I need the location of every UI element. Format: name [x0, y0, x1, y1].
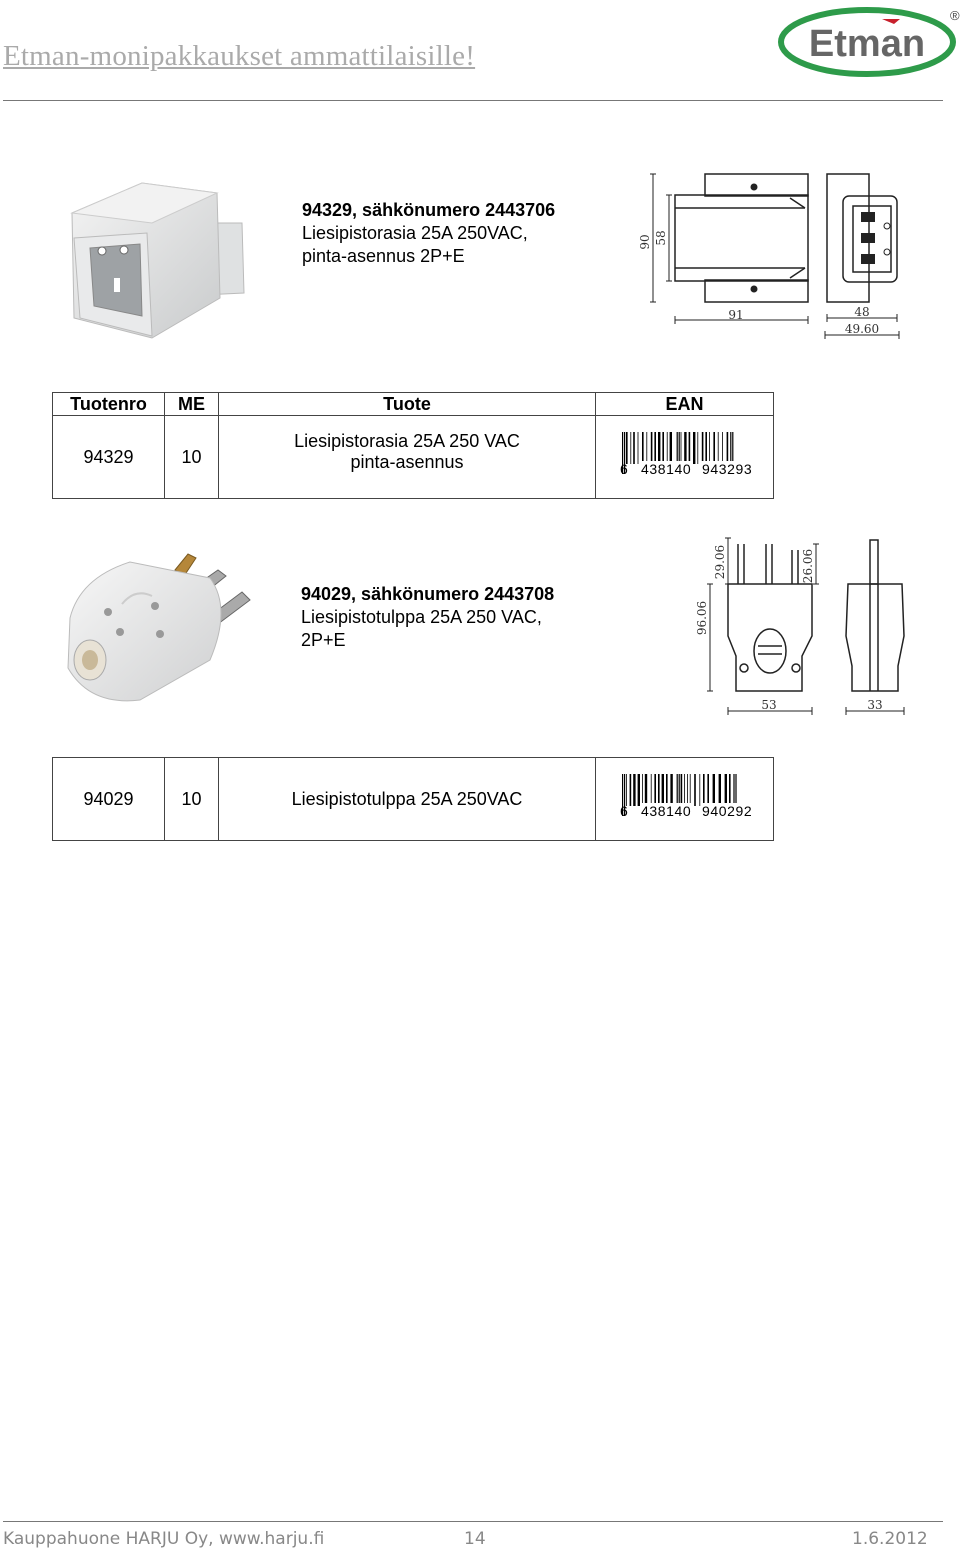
product-2-heading: 94029, sähkönumero 2443708	[301, 584, 555, 604]
dim-pin-short: 26.06	[801, 548, 815, 584]
footer-divider	[3, 1521, 943, 1522]
ean-digits-left: 438140	[641, 461, 692, 477]
dim-plug-depth: 33	[867, 698, 883, 712]
footer-date: 1.6.2012	[852, 1529, 928, 1549]
cell-me: 10	[165, 758, 219, 841]
cell-ean	[596, 758, 774, 841]
dim-plug-height: 96.06	[695, 600, 709, 636]
product-1-line3: pinta-asennus 2P+E	[302, 246, 465, 266]
footer-page-number: 14	[464, 1529, 486, 1549]
col-header-me: ME	[165, 393, 219, 416]
etman-logo	[778, 2, 960, 85]
ean-digit-1: 6	[620, 461, 628, 477]
col-header-tuotenro: Tuotenro	[53, 393, 165, 416]
cell-tuote-line1: Liesipistorasia 25A 250 VAC	[294, 431, 520, 451]
socket-product-photo	[52, 178, 257, 353]
ean-barcode	[608, 774, 758, 824]
dim-width: 91	[728, 308, 744, 322]
ean-digit-1: 6	[620, 803, 628, 819]
product-1-description	[302, 199, 555, 268]
registered-mark: ®	[950, 8, 960, 23]
product-2-table	[52, 757, 774, 841]
ean-digits-right: 940292	[702, 803, 753, 819]
ean-digits-right: 943293	[702, 461, 753, 477]
product-1-line2: Liesipistorasia 25A 250VAC,	[302, 223, 528, 243]
cell-tuotenro: 94329	[53, 416, 165, 499]
product-1-table	[52, 392, 774, 499]
cell-ean	[596, 416, 774, 499]
dim-depth-outer: 49.60	[844, 322, 880, 336]
cell-tuote: Liesipistotulppa 25A 250VAC	[219, 758, 596, 841]
cell-tuote	[219, 416, 596, 499]
dim-pin-long: 29.06	[713, 544, 727, 580]
header-divider	[3, 100, 943, 101]
cell-tuotenro: 94029	[53, 758, 165, 841]
col-header-tuote: Tuote	[219, 393, 596, 416]
footer-company: Kauppahuone HARJU Oy, www.harju.fi	[3, 1529, 325, 1549]
dim-plug-width: 53	[761, 698, 777, 712]
cell-tuote-line2: pinta-asennus	[350, 452, 464, 472]
plug-dimension-drawing	[692, 536, 917, 723]
socket-dimension-drawing	[635, 168, 905, 348]
ean-digits-left: 438140	[641, 803, 692, 819]
dim-depth-inner: 48	[854, 305, 870, 319]
dim-height-outer: 90	[638, 234, 652, 250]
ean-barcode	[608, 432, 758, 482]
col-header-ean: EAN	[596, 393, 774, 416]
dim-height-inner: 58	[654, 230, 668, 246]
cell-me: 10	[165, 416, 219, 499]
product-2-description	[301, 583, 554, 652]
product-1-heading: 94329, sähkönumero 2443706	[302, 200, 556, 220]
logo-text: Etman	[808, 23, 926, 65]
page-title: Etman-monipakkaukset ammattilaisille!	[3, 40, 476, 72]
plug-product-photo	[60, 548, 260, 713]
product-2-line2: Liesipistotulppa 25A 250 VAC,	[301, 607, 542, 627]
product-2-line3: 2P+E	[301, 630, 346, 650]
